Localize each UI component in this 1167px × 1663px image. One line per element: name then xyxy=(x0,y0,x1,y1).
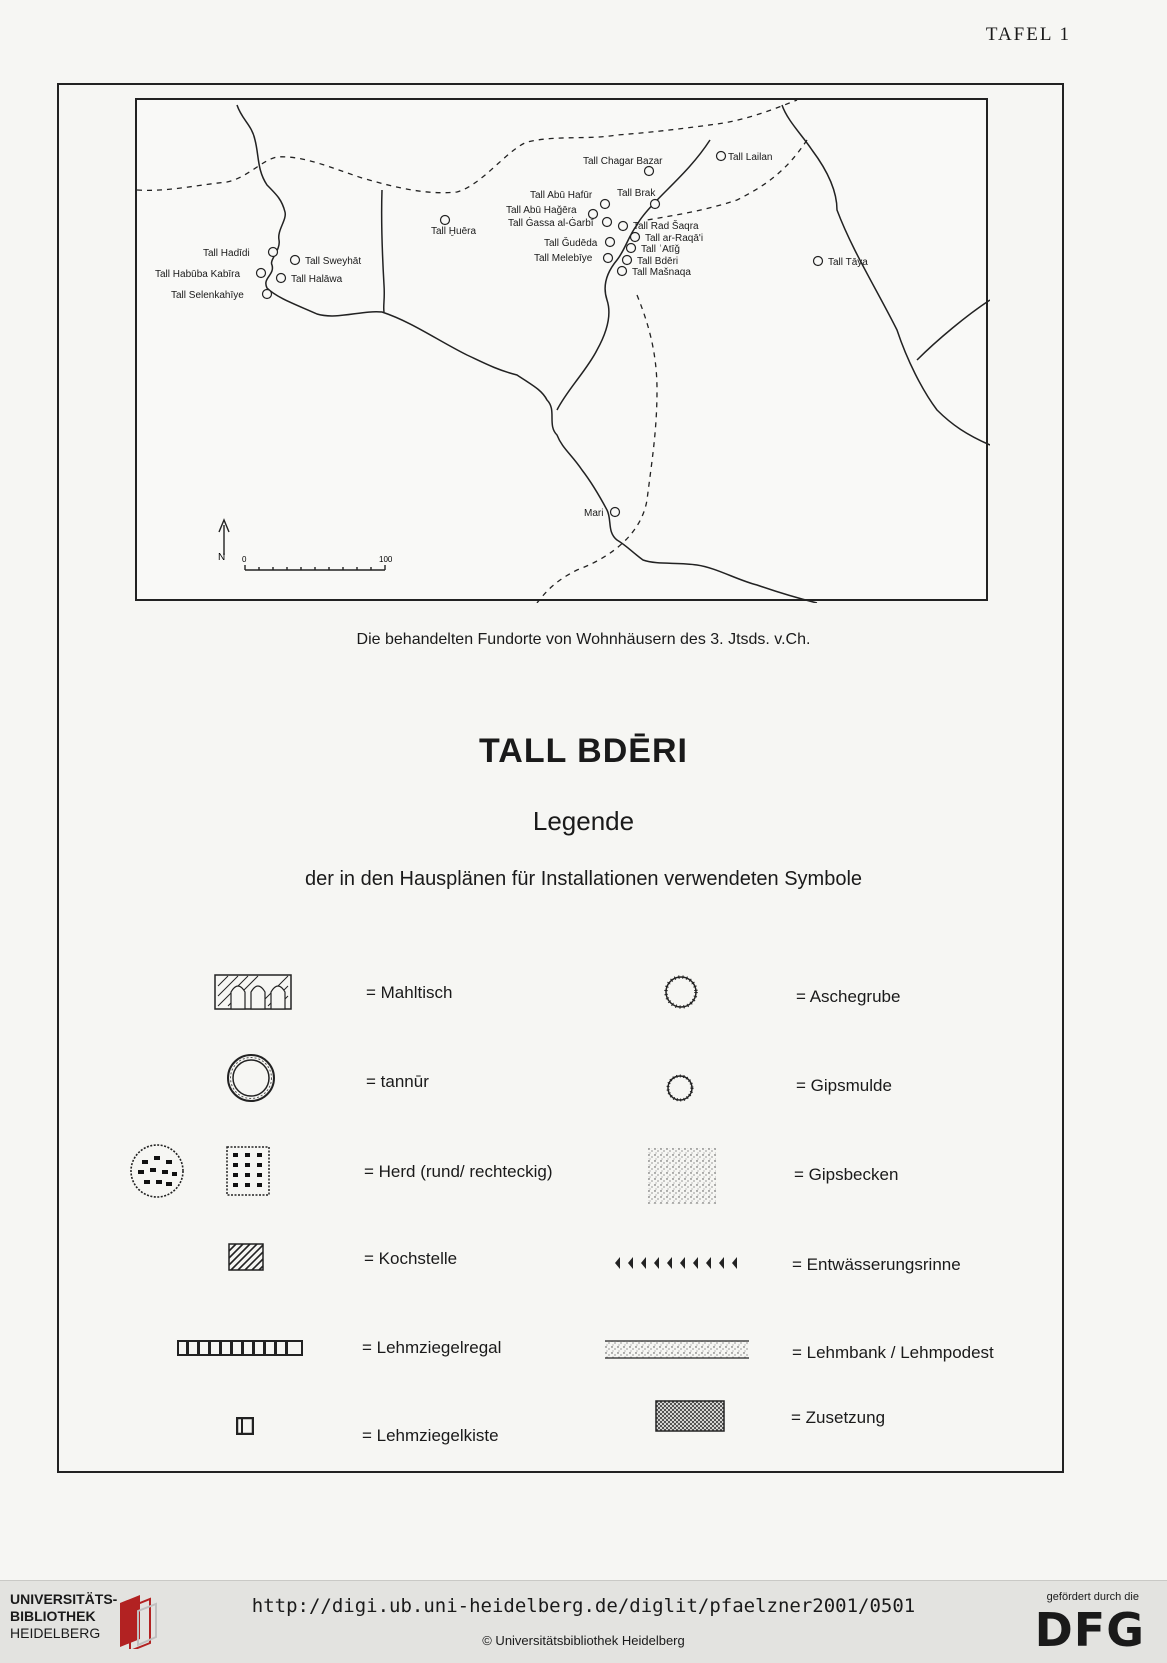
dfg-logo: DFG xyxy=(1034,1603,1145,1657)
map-caption: Die behandelten Fundorte von Wohnhäusern des 3. Jtsds. v.Ch. xyxy=(356,631,811,648)
site-marker xyxy=(277,274,286,283)
river-balikh xyxy=(382,190,385,312)
site-label: Tall Lailan xyxy=(728,152,773,163)
site-label: Tall ar-Raqā'i xyxy=(645,233,704,244)
gipsbecken-symbol xyxy=(648,1148,716,1204)
legend-label-lehmbank: = Lehmbank / Lehmpodest xyxy=(792,1343,994,1362)
site-label: Tall Halāwa xyxy=(291,274,343,285)
site-label: Tall Chagar Bazar xyxy=(583,156,663,167)
river-tigris xyxy=(782,105,990,445)
entwaesserungsrinne-symbol xyxy=(613,1254,743,1272)
site-map xyxy=(135,98,988,601)
site-label: Tall Sweyhāt xyxy=(305,256,362,267)
legend-label-gipsmulde: = Gipsmulde xyxy=(796,1076,892,1095)
site-marker xyxy=(618,267,627,276)
mahltisch-symbol xyxy=(214,974,292,1010)
plate-label: TAFEL 1 xyxy=(985,24,1071,45)
legend-label-lehmziegelkiste: = Lehmziegelkiste xyxy=(362,1426,499,1445)
gipsmulde-symbol xyxy=(665,1073,695,1103)
legend-description: der in den Hausplänen für Installationen verwendeten Symbole xyxy=(304,868,863,890)
site-marker xyxy=(623,256,632,265)
site-marker xyxy=(717,152,726,161)
page-title: TALL BDĒRI xyxy=(479,732,688,770)
border-north xyxy=(137,100,797,193)
kochstelle-symbol xyxy=(228,1243,264,1271)
site-label: Tall Tāya xyxy=(828,257,868,268)
site-marker xyxy=(645,167,654,176)
site-marker xyxy=(651,200,660,209)
footer-bar xyxy=(0,1580,1167,1663)
site-label: Tall Ġassa al-Ġarbī xyxy=(508,218,594,229)
site-label: Mari xyxy=(584,508,604,519)
legend-label-mahltisch: = Mahltisch xyxy=(366,983,453,1002)
copyright-notice: © Universitätsbibliothek Heidelberg xyxy=(482,1633,685,1648)
legend-label-herd: = Herd (rund/ rechteckig) xyxy=(364,1162,553,1181)
site-label: Tall Ǧudēda xyxy=(544,238,598,249)
north-arrow xyxy=(219,520,229,555)
permalink[interactable]: http://digi.ub.uni-heidelberg.de/diglit/pfaelzner2001/0501 xyxy=(251,1595,916,1617)
site-label: Tall Ḫuēra xyxy=(431,226,477,237)
site-label: Tall ʿAtīǧ xyxy=(641,244,680,255)
herd-round-symbol xyxy=(126,1140,188,1202)
north-label: N xyxy=(218,552,226,563)
lehmziegelkiste-symbol xyxy=(236,1417,254,1435)
site-label: Tall Selenkahīye xyxy=(171,290,244,301)
tannur-symbol xyxy=(225,1052,277,1104)
legend-label-kochstelle: = Kochstelle xyxy=(364,1249,458,1268)
site-marker xyxy=(441,216,450,225)
site-marker xyxy=(291,256,300,265)
site-marker xyxy=(263,290,272,299)
site-marker xyxy=(269,248,278,257)
site-label: Tall Abū Hağēra xyxy=(506,205,577,216)
aschegrube-symbol xyxy=(663,974,699,1010)
border-east xyxy=(647,140,807,220)
river-east xyxy=(917,300,990,360)
site-marker xyxy=(257,269,266,278)
legend-label-lehmziegelregal: = Lehmziegelregal xyxy=(362,1338,502,1357)
legend-label-entwaesserungsrinne: = Entwässerungsrinne xyxy=(792,1255,961,1274)
lehmziegelregal-symbol xyxy=(177,1340,303,1356)
library-line-2: BIBLIOTHEK xyxy=(10,1608,96,1624)
site-marker xyxy=(611,508,620,517)
legend-label-tannur: = tannūr xyxy=(366,1072,429,1091)
site-marker xyxy=(814,257,823,266)
legend-heading: Legende xyxy=(532,806,635,836)
library-line-1: UNIVERSITÄTS- xyxy=(10,1591,118,1607)
site-label: Tall Hadīdi xyxy=(203,248,250,259)
site-label: Tall Bdēri xyxy=(637,256,679,267)
site-label: Tall Rad Šaqra xyxy=(633,221,699,232)
site-marker xyxy=(619,222,628,231)
river-euphrates xyxy=(237,105,817,603)
scale-start-label: 0 xyxy=(242,555,247,564)
lehmbank-symbol xyxy=(605,1340,749,1360)
site-label: Tall Melebīye xyxy=(534,253,593,264)
site-marker xyxy=(627,244,636,253)
legend-label-gipsbecken: = Gipsbecken xyxy=(794,1165,899,1184)
library-line-3: HEIDELBERG xyxy=(10,1625,101,1641)
map-drawing xyxy=(137,100,990,603)
scale-end-label: 100 xyxy=(379,555,393,564)
herd-rectangular-symbol xyxy=(225,1145,271,1197)
site-marker xyxy=(631,233,640,242)
site-marker xyxy=(603,218,612,227)
site-label: Tall Abū Hafūr xyxy=(530,190,593,201)
funding-note: gefördert durch die xyxy=(1046,1591,1139,1603)
site-label: Tall Brak xyxy=(617,188,656,199)
zusetzung-symbol xyxy=(655,1400,725,1432)
legend-label-zusetzung: = Zusetzung xyxy=(791,1408,886,1427)
site-label: Tall Habūba Kabīra xyxy=(155,269,241,280)
site-marker xyxy=(606,238,615,247)
legend-label-aschegrube: = Aschegrube xyxy=(796,987,901,1006)
site-marker xyxy=(604,254,613,263)
site-label: Tall Mašnaqa xyxy=(632,267,691,278)
site-marker xyxy=(601,200,610,209)
